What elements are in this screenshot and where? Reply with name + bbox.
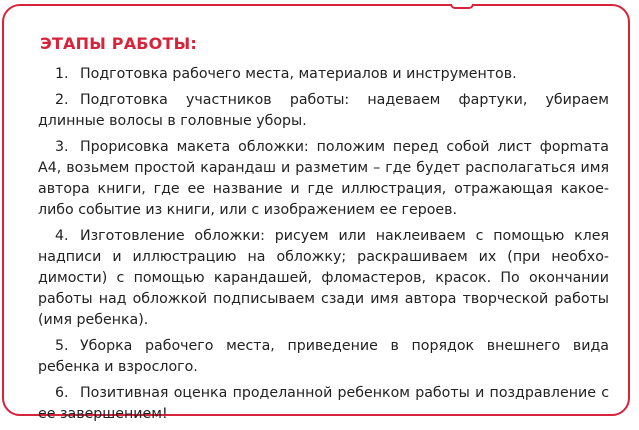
- step-item: [38, 90, 609, 132]
- section-title: ЭТАПЫ РАБОТЫ:: [40, 34, 197, 53]
- step-number: 5.: [55, 338, 69, 354]
- step-text: Позитивная оценка проделанной ребенком работы и поздравление с ее завершением!: [38, 385, 609, 422]
- step-text: Подготовка участников работы: надеваем фартуки, убираем длинные волосы в головные уборы.: [38, 92, 609, 129]
- step-number: 2.: [55, 92, 69, 108]
- step-item: [38, 226, 609, 331]
- step-text: Уборка рабочего места, приведение в порядок внешнего вида ребенка и взрослого.: [38, 338, 609, 375]
- step-number: 4.: [55, 228, 69, 244]
- work-stages-box: [2, 4, 630, 422]
- step-number: 1.: [55, 66, 69, 82]
- step-text: Прорисовка макета обложки: положим перед собой лист форmата А4, возьмем простой карандаш и разметим – где будет располагаться имя автора книги, где ее название и где иллюстрация, отражающая какое-либо событие из книги, или с изображением ее героев.: [38, 139, 609, 218]
- step-item: [38, 137, 609, 221]
- step-number: 6.: [55, 385, 69, 401]
- step-item: [38, 383, 609, 425]
- step-text: Подготовка рабочего места, материалов и инструментов.: [80, 66, 517, 82]
- step-number: 3.: [55, 139, 69, 155]
- step-text: Изготовление обложки: рисуем или наклеиваем с помощью клея надписи и иллюстрацию на обложку; раскрашиваем их (при необходимости) с помощью карандашей, фломастеров, красок. По окончании работы над обложкой подписываем сзади имя автора творческой работы (имя ребенка).: [38, 228, 609, 328]
- step-item: [38, 64, 609, 85]
- border-notch: [450, 4, 474, 9]
- steps-list: [38, 64, 609, 430]
- step-item: [38, 336, 609, 378]
